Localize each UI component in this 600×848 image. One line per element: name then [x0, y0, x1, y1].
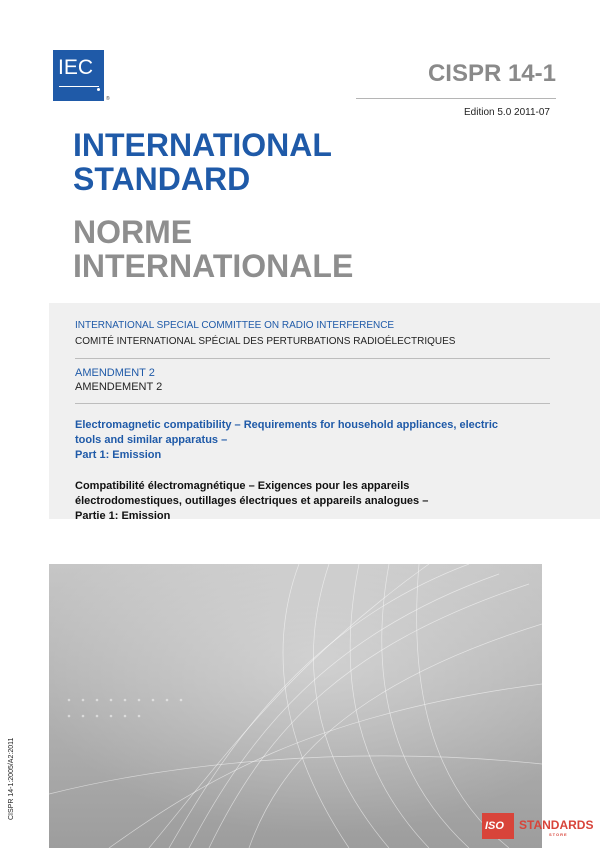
- subject-en-line1: Electromagnetic compatibility – Requirements for household appliances, electric: [75, 419, 499, 431]
- subject-french: [75, 479, 555, 524]
- logo-dot: [97, 88, 100, 91]
- store-watermark-text: STORE: [549, 832, 568, 837]
- subject-fr-line2: électrodomestiques, outillages électriques et appareils analogues –: [75, 495, 429, 507]
- title-english: [73, 128, 332, 196]
- side-document-code: CISPR 14-1:2005/A2:2011: [8, 737, 15, 820]
- subject-fr-line1: Compatibilité électromagnétique – Exigences pour les appareils: [75, 480, 410, 492]
- panel-divider-2: [75, 403, 550, 404]
- subject-english: [75, 418, 555, 463]
- committee-french: COMITÉ INTERNATIONAL SPÉCIAL DES PERTURBATIONS RADIOÉLECTRIQUES: [75, 336, 456, 347]
- amendment-english: AMENDMENT 2: [75, 367, 155, 379]
- panel-divider-1: [75, 358, 550, 359]
- edition-info: Edition 5.0 2011-07: [464, 107, 550, 118]
- title-en-line2: STANDARD: [73, 161, 251, 197]
- subject-en-line3: Part 1: Emission: [75, 449, 162, 461]
- decorative-wave-graphic: [49, 564, 542, 848]
- iec-logo: [53, 50, 104, 101]
- document-number: CISPR 14-1: [427, 60, 556, 87]
- wave-lines-svg: [49, 564, 542, 848]
- iso-watermark-text: ISO: [485, 820, 504, 832]
- header-divider: [356, 98, 556, 99]
- registered-mark: ®: [106, 96, 110, 102]
- title-fr-line2: INTERNATIONALE: [73, 248, 354, 284]
- amendment-french: AMENDEMENT 2: [75, 381, 163, 393]
- title-en-line1: INTERNATIONAL: [73, 127, 332, 163]
- standards-watermark-text: STANDARDS: [519, 818, 594, 832]
- title-fr-line1: NORME: [73, 214, 193, 250]
- logo-text: IEC: [58, 56, 94, 79]
- logo-line: [59, 86, 99, 87]
- committee-english: INTERNATIONAL SPECIAL COMMITTEE ON RADIO INTERFERENCE: [75, 320, 395, 331]
- subject-fr-line3: Partie 1: Emission: [75, 510, 171, 522]
- title-french: [73, 215, 353, 283]
- subject-en-line2: tools and similar apparatus –: [75, 434, 228, 446]
